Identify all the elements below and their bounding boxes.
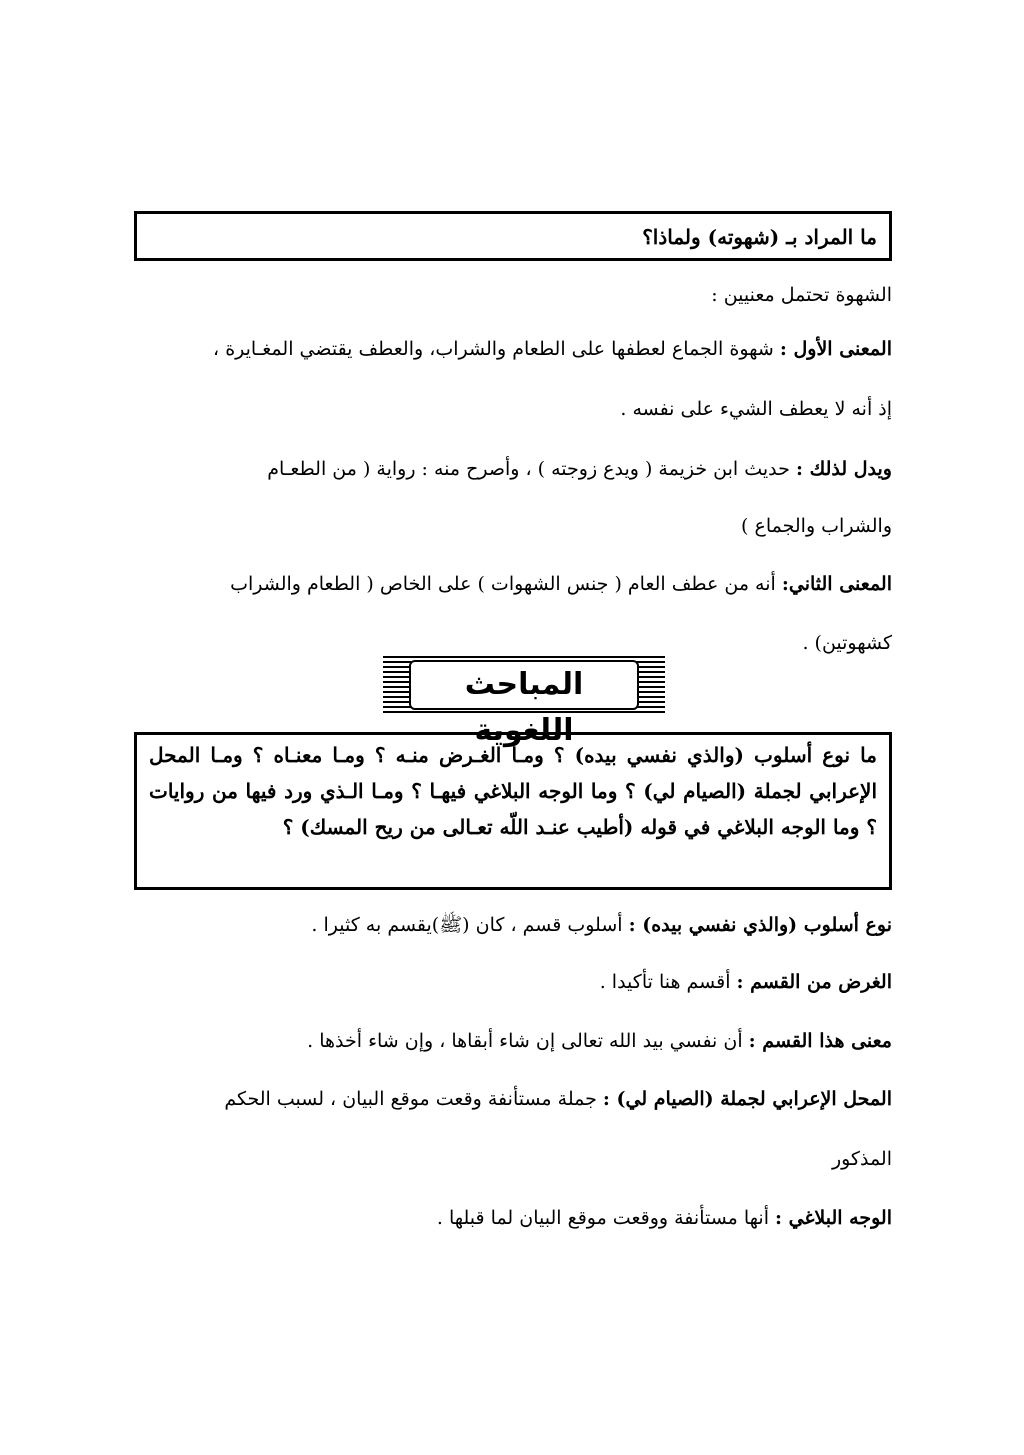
paragraph-line: المعنى الثاني: أنه من عطف العام ( جنس الشهوات ) على الخاص ( الطعام والشراب xyxy=(230,573,892,595)
answer-label: معنى هذا القسم : xyxy=(748,1030,892,1052)
section-heading-banner xyxy=(383,656,665,748)
answer-label: الوجه البلاغي : xyxy=(775,1207,892,1229)
answer-label: نوع أسلوب (والذي نفسي بيده) : xyxy=(628,914,892,936)
paragraph-line: كشهوتين) . xyxy=(802,632,892,654)
question-box-2 xyxy=(134,732,892,890)
answer-line: نوع أسلوب (والذي نفسي بيده) : أسلوب قسم ، كان (ﷺ)يقسم به كثيرا . xyxy=(311,914,892,936)
paragraph-line: المعنى الأول : شهوة الجماع لعطفها على الطعام والشراب، والعطف يقتضي المغـايرة ، xyxy=(213,338,892,360)
answer-line: الوجه البلاغي : أنها مستأنفة ووقعت موقع البيان لما قبلها . xyxy=(436,1207,892,1229)
term-label: ويدل لذلك : xyxy=(795,458,892,480)
section-heading: المباحث اللغوية xyxy=(409,660,639,710)
question-2-text: ما نوع أسلوب (والذي نفسي بيده) ؟ ومـا الغـرض منـه ؟ ومـا معنـاه ؟ ومـا المحل الإعرابي لجملة (الصيام لي) ؟ وما الوجه البلاغي فيهـا ؟ ومـا الـذي ورد فيها من روايات ؟ وما الوجه البلاغي في قوله (أطيب عنـد اللّه تعـالى من ريح المسك) ؟ xyxy=(149,743,878,839)
answer-line: المحل الإعرابي لجملة (الصيام لي) : جملة مستأنفة وقعت موقع البيان ، لسبب الحكم xyxy=(224,1088,892,1110)
question-box-1 xyxy=(134,211,892,261)
answer-label: الغرض من القسم : xyxy=(736,971,892,993)
question-1-text: ما المراد بـ (شهوته) ولماذا؟ xyxy=(642,225,877,249)
paragraph-line: الشهوة تحتمل معنيين : xyxy=(711,284,892,306)
answer-line: الغرض من القسم : أقسم هنا تأكيدا . xyxy=(599,971,892,993)
term-label: المعنى الثاني: xyxy=(781,573,892,595)
answer-line: المذكور xyxy=(831,1148,892,1170)
answer-line: معنى هذا القسم : أن نفسي بيد الله تعالى إن شاء أبقاها ، وإن شاء أخذها . xyxy=(307,1030,892,1052)
answer-label: المحل الإعرابي لجملة (الصيام لي) : xyxy=(602,1088,892,1110)
term-label: المعنى الأول : xyxy=(779,338,892,360)
paragraph-line: ويدل لذلك : حديث ابن خزيمة ( ويدع زوجته ) ، وأصرح منه : رواية ( من الطعـام xyxy=(267,458,892,480)
paragraph-line: إذ أنه لا يعطف الشيء على نفسه . xyxy=(620,398,892,420)
paragraph-line: والشراب والجماع ) xyxy=(741,515,892,537)
